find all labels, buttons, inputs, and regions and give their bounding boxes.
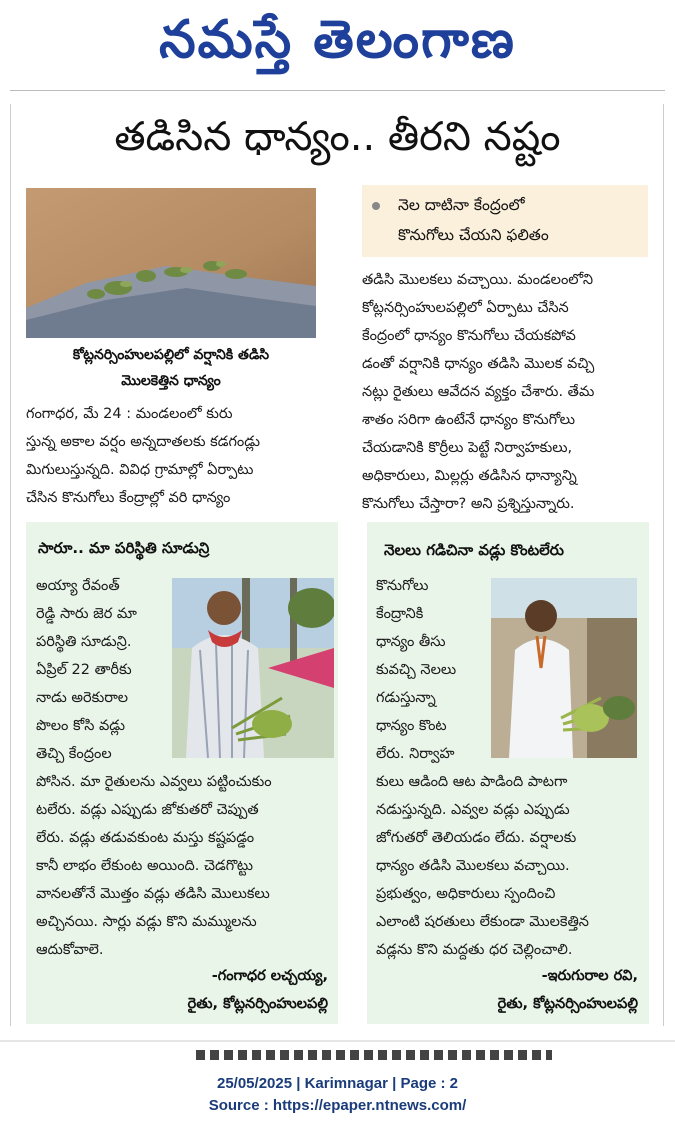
bullet-icon [372,202,380,210]
caption-line: కోట్లనర్సింహులపల్లిలో వర్షానికి తడిసి [72,347,270,363]
text-line: ధాన్యం తీసు [376,634,446,650]
text-line: పొలం కోసి వడ్లు [36,718,126,734]
box-title: నెలలు గడిచినా వడ్లు కొంటలేరు [384,541,564,559]
text-line: శాతం సరిగా ఉంటేనే ధాన్యం కొనుగోలు [362,412,575,428]
text-line: కానీ లాభం లేకుంట అయింది. చెడగొట్టు [36,858,254,874]
text-line: జోగుతరో తెలియడం లేదు. వర్షాలకు [376,830,577,846]
text-line: అచ్చినయి. సార్లు వడ్లు కొని మమ్ములను [36,914,257,930]
text-line: గంగాధర, మే 24 : మండలంలో కురు [26,406,233,422]
box-left-signature [36,962,328,1018]
text-line: లేరు. నిర్వాహ [376,746,455,762]
text-line: కేంద్రానికి [376,606,424,622]
grain-photo [26,188,316,338]
subhead-line: కొనుగోలు చేయని ఫలితం [398,226,549,244]
box-left-wrap-text [36,572,176,768]
text-line: లేరు. వడ్లు తడువకుంట మస్తు కష్టపడ్డం [36,830,255,846]
box-left-body [36,768,330,964]
signature-place: రైతు, కోట్లనర్సింహులపల్లి [187,996,328,1012]
subhead [398,190,638,250]
photo-caption [26,342,316,394]
text-line: ప్రభుత్వం, అధికారులు స్పందించి [376,886,556,902]
text-line: టలేరు. వడ్లు ఎప్పుడు జోకుతరో చెప్పుత [36,802,259,818]
text-line: నట్లు రైతులు ఆవేదన వ్యక్తం చేశారు. తేమ [362,384,595,400]
text-line: తడిసి మొలకలు వచ్చాయి. మండలంలోని [362,272,594,288]
farmer-photo-left [172,578,334,758]
text-line: నడుస్తున్నది. ఎవ్వల వడ్లు ఎప్పుడు [376,802,570,818]
top-rule [10,90,665,91]
text-line: ధాన్యం తడిసి మొలకలు వచ్చాయి. [376,858,570,874]
masthead [0,0,675,84]
left-rule [10,104,11,1026]
text-line: చేసిన కొనుగోలు కేంద్రాల్లో వరి ధాన్యం [26,490,231,506]
text-line: కులు ఆడింది ఆట పాడింది పాటగా [376,774,568,790]
text-line: కొనుగోలు చేస్తారా? అని ప్రశ్నిస్తున్నారు. [362,496,575,512]
text-line: గడుస్తున్నా [376,690,436,706]
headline: తడిసిన ధాన్యం.. తీరని నష్టం [114,114,561,160]
farmer-photo-right [491,578,637,758]
text-line: అయ్యా రేవంత్ [36,578,120,594]
text-line: కొనుగోలు [376,578,429,594]
text-line: రెడ్డి సారు జెర మా [36,606,137,622]
text-line: మిగులుస్తున్నది. వివిధ గ్రామాల్లో ఏర్పాటు [26,462,254,478]
page-footer [0,1073,675,1117]
text-line: కేంద్రంలో ధాన్యం కొనుగోలు చేయకపోవ [362,328,576,344]
text-line: స్తున్న అకాల వర్షం అన్నదాతలకు కడగండ్లు [26,434,260,450]
text-line: పరిస్థితి సూడున్రి. [36,634,132,650]
text-line: ఏప్రిల్ 22 తారీకు [36,662,132,678]
signature-name: -ఇరుగురాల రవి, [541,968,638,984]
subhead-line: నెల దాటినా కేంద్రంలో [398,196,525,214]
right-rule [663,104,664,1026]
text-line: తెచ్చి కేంద్రంల [36,746,112,762]
footer-divider [0,1040,675,1042]
text-line: ఎలాంటి షరతులు లేకుండా మొలకెత్తిన [376,914,589,930]
lead-left-column [26,400,316,512]
lead-right-column [362,266,648,518]
box-right-body [376,768,642,964]
caption-line: మొలకెత్తిన ధాన్యం [121,373,221,389]
text-line: డంతో వర్షానికి ధాన్యం తడిసి మొలక వచ్చి [362,356,595,372]
text-line: నాడు అరెకురాల [36,690,129,706]
text-line: కోట్లనర్సింహులపల్లిలో ఏర్పాటు చేసిన [362,300,569,316]
text-line: పోసిన. మా రైతులను ఎవ్వలు పట్టించుకుం [36,774,272,790]
footer-source-link[interactable]: Source : https://epaper.ntnews.com/ [208,1097,467,1114]
box-right-wrap-text [376,572,488,768]
signature-place: రైతు, కోట్లనర్సింహులపల్లి [497,996,638,1012]
text-line: వానలతోనే మొత్తం వడ్లు తడిసి మొలుకలు [36,886,270,902]
masthead-logo: నమస్తే తెలంగాణ [159,9,516,70]
box-right-signature [376,962,638,1018]
signature-name: -గంగాధర లచ్చయ్య, [211,968,328,984]
footer-date-line: 25/05/2025 | Karimnagar | Page : 2 [216,1075,459,1092]
box-title: సారూ.. మా పరిస్థితి సూడున్రి [38,539,210,557]
cropped-text-strip [196,1050,552,1060]
text-line: ధాన్యం కొంట [376,718,447,734]
text-line: వడ్లను కొని మద్దతు ధర చెల్లించాలి. [376,942,573,958]
text-line: చేయడానికి కొర్రీలు పెట్టే నిర్వాహకులు, [362,440,573,456]
text-line: అధికారులు, మిల్లర్లు తడిసిన ధాన్యాన్ని [362,468,577,484]
text-line: ఆదుకోవాలె. [36,942,104,958]
text-line: కువచ్చి నెలలు [376,662,457,678]
